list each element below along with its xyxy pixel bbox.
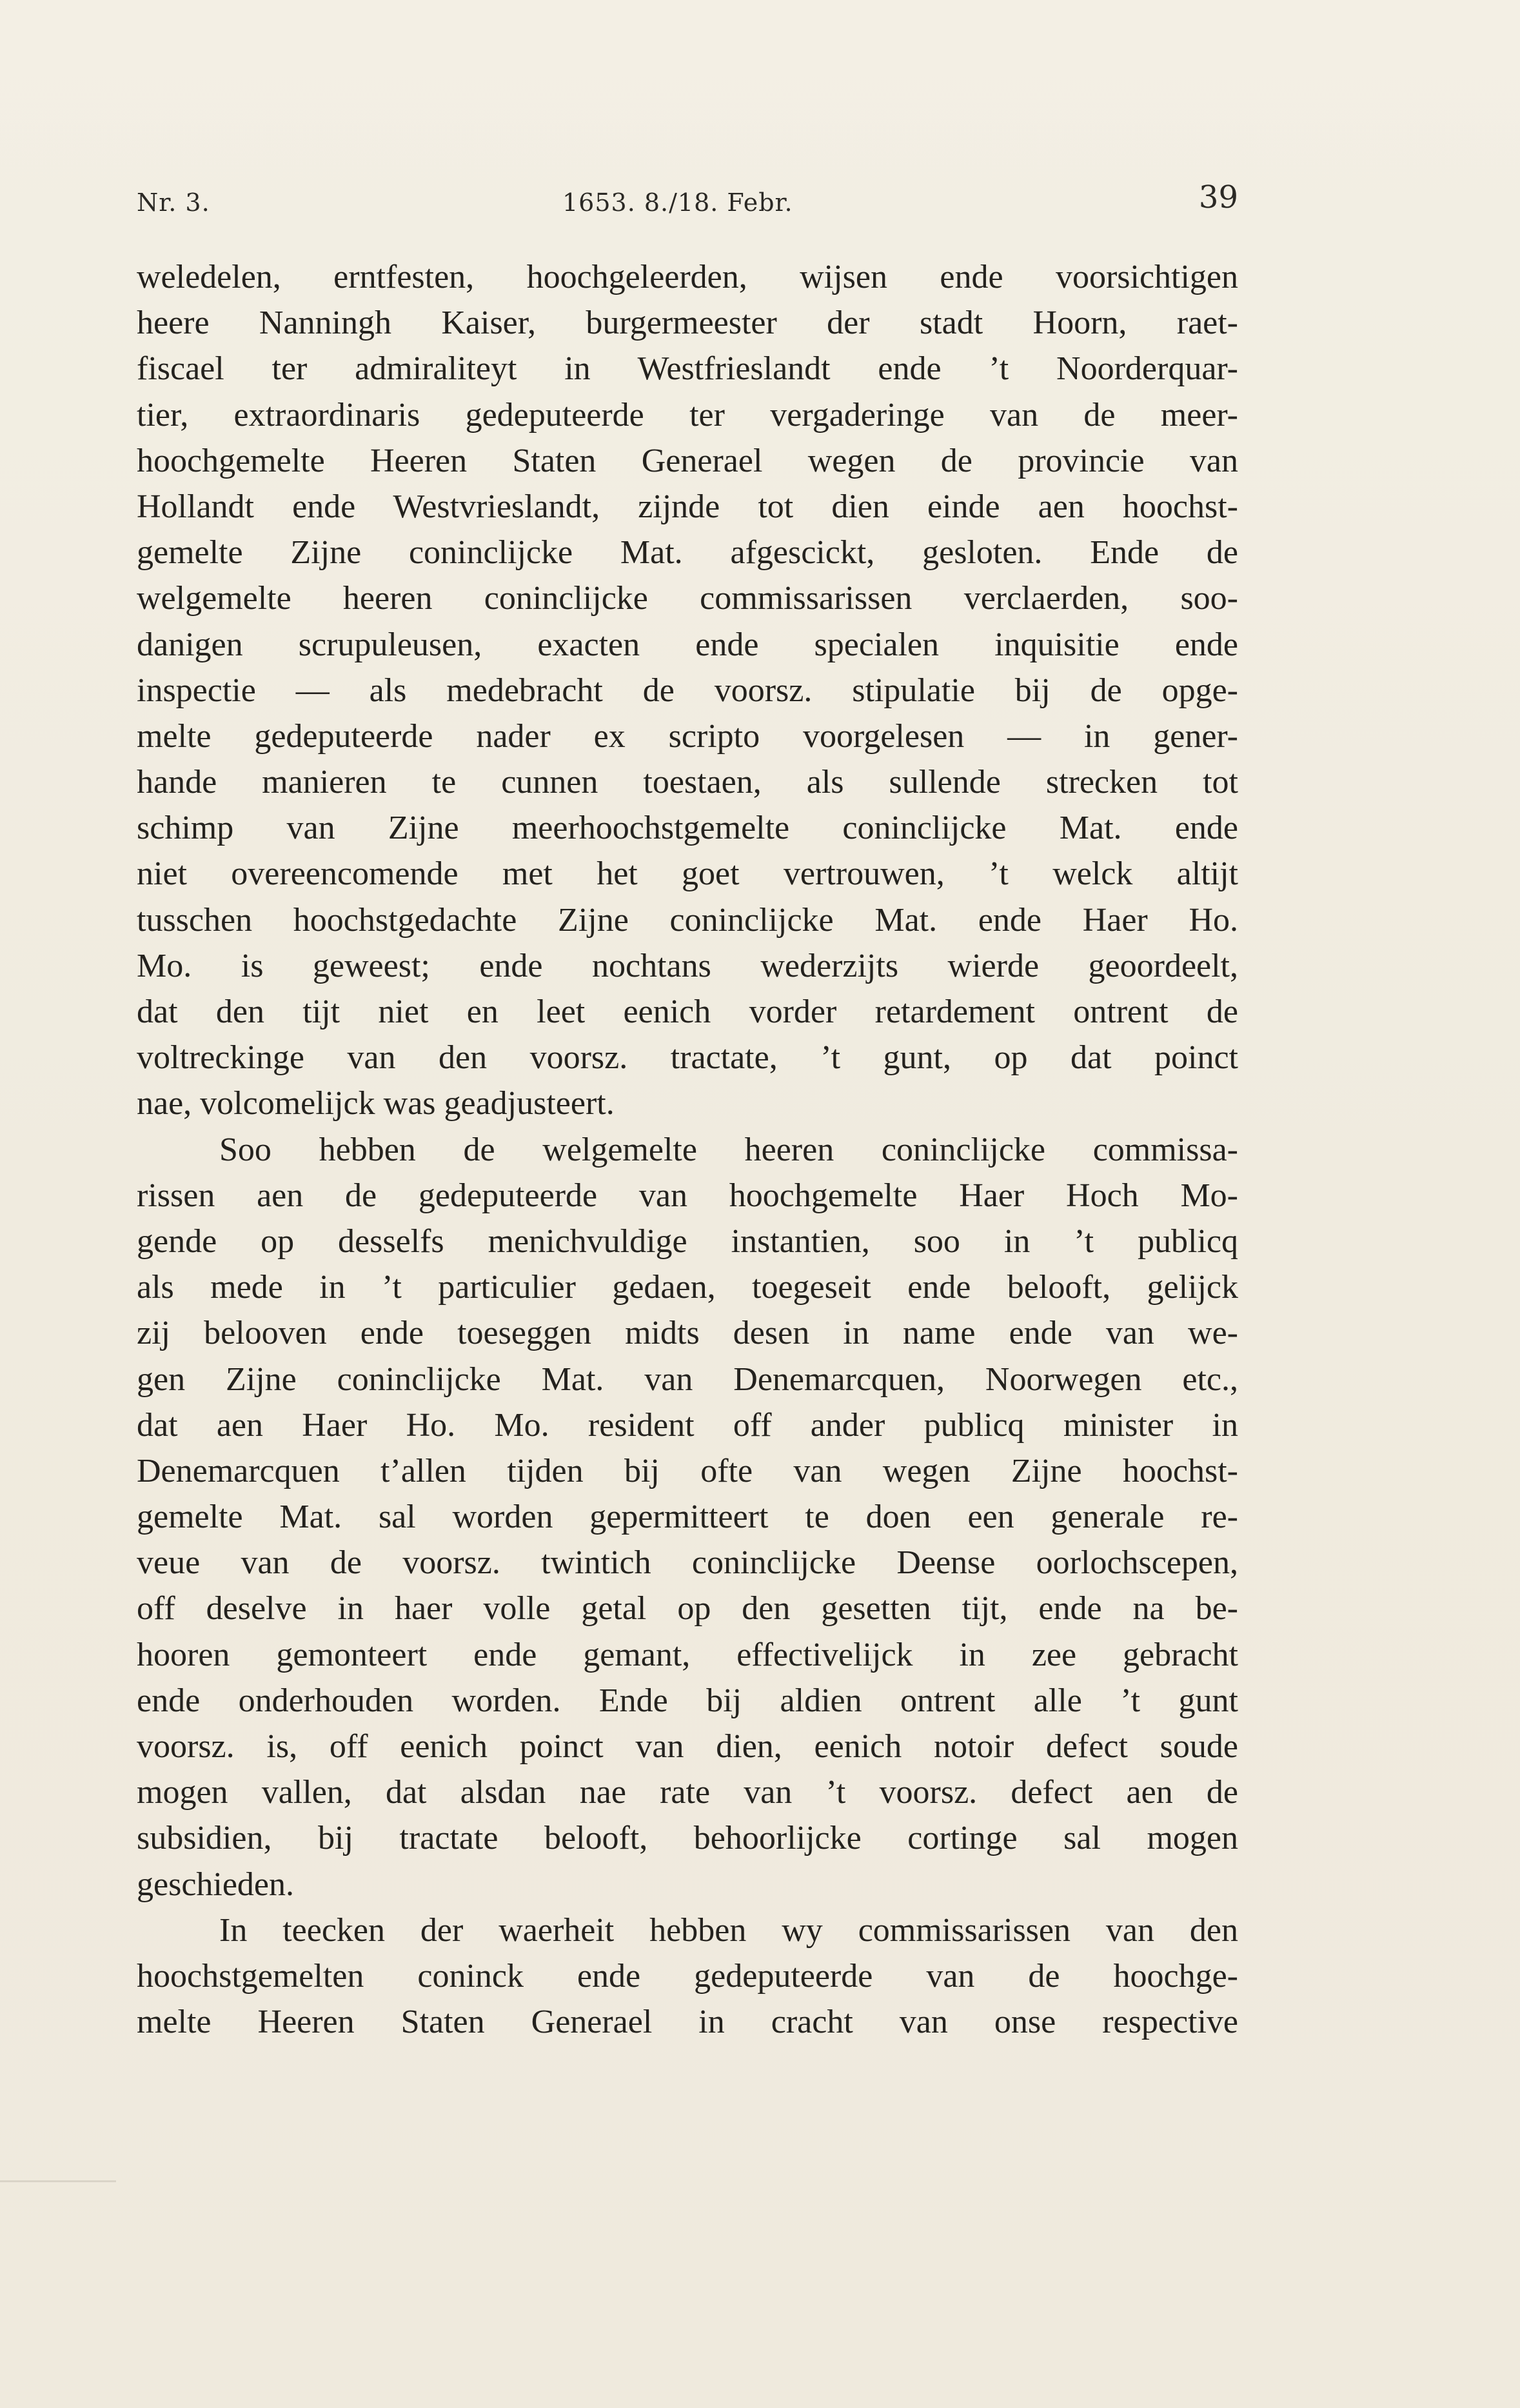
text-line: hande manieren te cunnen toestaen, als sullende strecken tot <box>137 764 1238 801</box>
text-line: als mede in ’t particulier gedaen, toegeseit ende belooft, gelijck <box>137 1269 1238 1306</box>
text-line: In teecken der waerheit hebben wy commissarissen van den <box>219 1911 1238 1949</box>
text-line: Mo. is geweest; ende nochtans wederzijts wierde geoordeelt, <box>137 947 1238 984</box>
text-line: Soo hebben de welgemelte heeren coninclijcke commissa- <box>219 1131 1238 1168</box>
text-line: gen Zijne coninclijcke Mat. van Denemarcquen, Noorwegen etc., <box>137 1360 1238 1398</box>
text-line: rissen aen de gedeputeerde van hoochgemelte Haer Hoch Mo- <box>137 1177 1238 1214</box>
text-line: geschieden. <box>137 1866 295 1903</box>
text-line: subsidien, bij tractate belooft, behoorlijcke cortinge sal mogen <box>137 1820 1238 1857</box>
page-header <box>137 179 1238 224</box>
text-line: zij belooven ende toeseggen midts desen in name ende van we- <box>137 1315 1238 1352</box>
text-line: off deselve in haer volle getal op den gesetten tijt, ende na be- <box>137 1590 1238 1627</box>
text-line: danigen scrupuleusen, exacten ende specialen inquisitie ende <box>137 626 1238 663</box>
text-line: tusschen hoochstgedachte Zijne coninclijcke Mat. ende Haer Ho. <box>137 901 1238 939</box>
text-line: Denemarcquen t’allen tijden bij ofte van wegen Zijne hoochst- <box>137 1452 1238 1489</box>
document-date: 1653. 8./18. Febr. <box>562 188 793 217</box>
text-line: dat aen Haer Ho. Mo. resident off ander publicq minister in <box>137 1406 1238 1444</box>
text-line: nae, volcomelijck was geadjusteert. <box>137 1085 615 1122</box>
text-line: dat den tijt niet en leet eenich vorder retardement ontrent de <box>137 993 1238 1030</box>
text-line: ende onderhouden worden. Ende bij aldien ontrent alle ’t gunt <box>137 1682 1238 1719</box>
text-line: hoochstgemelten coninck ende gedeputeerde van de hoochge- <box>137 1957 1238 1995</box>
text-line: tier, extraordinaris gedeputeerde ter vergaderinge van de meer- <box>137 396 1238 433</box>
text-line: veue van de voorsz. twintich coninclijcke Deense oorlochscepen, <box>137 1544 1238 1582</box>
text-line: niet overeencomende met het goet vertrouwen, ’t welck altijt <box>137 855 1238 893</box>
body-text <box>137 254 1238 2045</box>
text-line: heere Nanningh Kaiser, burgermeester der stadt Hoorn, raet- <box>137 304 1238 342</box>
text-line: voltreckinge van den voorsz. tractate, ’t gunt, op dat poinct <box>137 1039 1238 1077</box>
text-line: melte Heeren Staten Generael in cracht van onse respective <box>137 2004 1238 2041</box>
text-line: hooren gemonteert ende gemant, effectivelijck in zee gebracht <box>137 1636 1238 1673</box>
text-line: fiscael ter admiraliteyt in Westfrieslandt ende ’t Noorderquar- <box>137 350 1238 388</box>
text-line: gemelte Zijne coninclijcke Mat. afgescickt, gesloten. Ende de <box>137 534 1238 572</box>
text-line: hoochgemelte Heeren Staten Generael wegen de provincie van <box>137 442 1238 479</box>
text-line: mogen vallen, dat alsdan nae rate van ’t voorsz. defect aen de <box>137 1774 1238 1811</box>
text-line: weledelen, erntfesten, hoochgeleerden, wijsen ende voorsichtigen <box>137 259 1238 295</box>
text-line: inspectie — als medebracht de voorsz. stipulatie bij de opge- <box>137 672 1238 709</box>
text-line: melte gedeputeerde nader ex scripto voorgelesen — in gener- <box>137 717 1238 755</box>
page-number: 39 <box>1198 179 1238 215</box>
page-edge-mark <box>0 2180 116 2182</box>
text-line: gemelte Mat. sal worden gepermitteert te doen een generale re- <box>137 1498 1238 1536</box>
text-line: Hollandt ende Westvrieslandt, zijnde tot dien einde aen hoochst- <box>137 488 1238 525</box>
text-line: gende op desselfs menichvuldige instantien, soo in ’t publicq <box>137 1222 1238 1260</box>
text-line: voorsz. is, off eenich poinct van dien, eenich notoir defect soude <box>137 1728 1238 1765</box>
document-number: Nr. 3. <box>137 188 210 217</box>
text-line: welgemelte heeren coninclijcke commissarissen verclaerden, soo- <box>137 580 1238 617</box>
text-line: schimp van Zijne meerhoochstgemelte coninclijcke Mat. ende <box>137 810 1238 847</box>
